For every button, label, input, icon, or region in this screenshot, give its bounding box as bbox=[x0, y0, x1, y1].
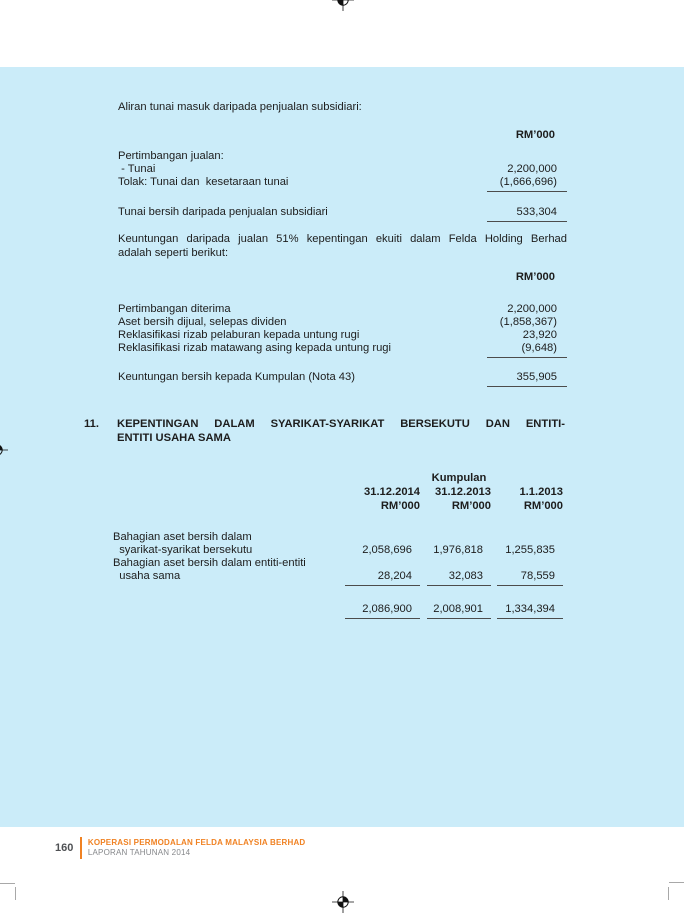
row-value: 23,920 bbox=[522, 329, 557, 341]
gain-unit-header: RM’000 bbox=[515, 271, 555, 283]
table-row bbox=[118, 329, 567, 342]
row-value bbox=[427, 531, 491, 544]
header-spacer bbox=[113, 486, 345, 499]
crop-mark-bottom-right bbox=[669, 882, 684, 883]
total-value: 2,008,901 bbox=[427, 603, 491, 619]
row-value: (9,648) bbox=[487, 342, 567, 358]
column-date: 31.12.2013 bbox=[435, 486, 491, 498]
header-cell bbox=[345, 472, 420, 485]
row-label: Bahagian aset bersih dalam entiti-entiti bbox=[113, 557, 306, 569]
row-value: 533,304 bbox=[487, 206, 567, 222]
section-title-line2: ENTITI USAHA SAMA bbox=[117, 432, 231, 444]
column-unit: RM’000 bbox=[523, 500, 563, 512]
column-date: 31.12.2014 bbox=[364, 486, 420, 498]
row-value: 355,905 bbox=[487, 371, 567, 387]
footer-divider bbox=[80, 837, 82, 859]
registration-mark-left-icon bbox=[0, 439, 8, 461]
table-row bbox=[118, 316, 567, 329]
row-label: Bahagian aset bersih dalam bbox=[113, 531, 252, 543]
footer-report-title: LAPORAN TAHUNAN 2014 bbox=[87, 848, 191, 857]
crop-mark-bottom-left bbox=[0, 883, 15, 884]
row-value: 1,976,818 bbox=[433, 544, 483, 556]
table-row bbox=[118, 176, 567, 192]
table-row bbox=[113, 570, 563, 586]
header-spacer bbox=[113, 500, 345, 513]
row-label: Aset bersih dijual, selepas dividen bbox=[118, 316, 287, 328]
cashflow-unit-header: RM’000 bbox=[515, 129, 555, 141]
spacer bbox=[113, 586, 563, 603]
table-row bbox=[118, 342, 567, 358]
header-spacer bbox=[113, 472, 345, 485]
registration-mark-bottom-icon bbox=[332, 891, 354, 913]
spacer bbox=[118, 358, 567, 371]
table-total-row bbox=[113, 603, 563, 619]
table-row bbox=[113, 557, 563, 570]
table-row bbox=[118, 163, 567, 176]
total-value: 2,086,900 bbox=[345, 603, 420, 619]
row-label: Reklasifikasi rizab matawang asing kepada untung rugi bbox=[118, 342, 392, 354]
table-row bbox=[113, 531, 563, 544]
table-row bbox=[118, 303, 567, 316]
header-cell bbox=[497, 472, 563, 485]
row-label: Keuntungan bersih kepada Kumpulan (Nota 43) bbox=[118, 371, 355, 383]
row-label: Tunai bersih daripada penjualan subsidiari bbox=[118, 206, 328, 218]
row-label: Pertimbangan diterima bbox=[118, 303, 231, 315]
row-value: 2,200,000 bbox=[507, 303, 557, 315]
crop-mark-bottom-left bbox=[15, 887, 16, 900]
page-number: 160 bbox=[55, 842, 74, 854]
section-title bbox=[117, 417, 565, 445]
footer-company: KOPERASI PERMODALAN FELDA MALAYSIA BERHAD bbox=[87, 838, 306, 847]
row-label bbox=[113, 603, 345, 619]
column-unit: RM’000 bbox=[451, 500, 491, 512]
footer-text bbox=[88, 837, 306, 859]
row-label: - Tunai bbox=[118, 163, 156, 175]
row-label: syarikat-syarikat bersekutu bbox=[113, 544, 253, 556]
table-row bbox=[113, 544, 563, 557]
row-value: (1,666,696) bbox=[487, 176, 567, 192]
cashflow-table bbox=[118, 150, 567, 222]
row-label: Pertimbangan jualan: bbox=[118, 150, 224, 162]
cashflow-intro: Aliran tunai masuk daripada penjualan subsidiari: bbox=[118, 101, 362, 113]
row-value bbox=[345, 531, 420, 544]
gain-intro bbox=[118, 232, 567, 260]
row-label: usaha sama bbox=[113, 570, 181, 582]
table-row bbox=[118, 371, 567, 387]
section-title-line1: KEPENTINGAN DALAM SYARIKAT-SYARIKAT BERSEKUTU DAN ENTITI- bbox=[117, 418, 565, 430]
row-value bbox=[427, 557, 491, 570]
row-value: 32,083 bbox=[427, 570, 491, 586]
column-unit: RM’000 bbox=[380, 500, 420, 512]
gain-intro-line1: Keuntungan daripada jualan 51% kepentingan ekuiti dalam Felda Holding Berhad bbox=[118, 233, 567, 245]
page-footer bbox=[55, 837, 305, 859]
interests-table bbox=[113, 531, 563, 619]
row-value bbox=[497, 557, 563, 570]
row-label: Tolak: Tunai dan kesetaraan tunai bbox=[118, 176, 289, 188]
row-value: 2,200,000 bbox=[507, 163, 557, 175]
crop-mark-bottom-right bbox=[668, 887, 669, 900]
gain-table bbox=[118, 303, 567, 387]
gain-intro-line2: adalah seperti berikut: bbox=[118, 247, 229, 259]
row-value: 78,559 bbox=[497, 570, 563, 586]
registration-mark-top-icon bbox=[332, 0, 354, 11]
row-value bbox=[487, 150, 567, 163]
spacer bbox=[118, 192, 567, 206]
row-label: Reklasifikasi rizab pelaburan kepada untung rugi bbox=[118, 329, 360, 341]
total-value: 1,334,394 bbox=[497, 603, 563, 619]
row-value: 2,058,696 bbox=[362, 544, 412, 556]
row-value bbox=[345, 557, 420, 570]
column-date: 1.1.2013 bbox=[519, 486, 563, 498]
group-header: Kumpulan bbox=[431, 472, 487, 484]
row-value: 1,255,835 bbox=[505, 544, 555, 556]
table-row bbox=[118, 206, 567, 222]
row-value: (1,858,367) bbox=[499, 316, 557, 328]
group-header-row bbox=[113, 472, 563, 513]
row-value: 28,204 bbox=[345, 570, 420, 586]
section-number: 11. bbox=[84, 418, 99, 430]
row-value bbox=[497, 531, 563, 544]
table-row bbox=[118, 150, 567, 163]
